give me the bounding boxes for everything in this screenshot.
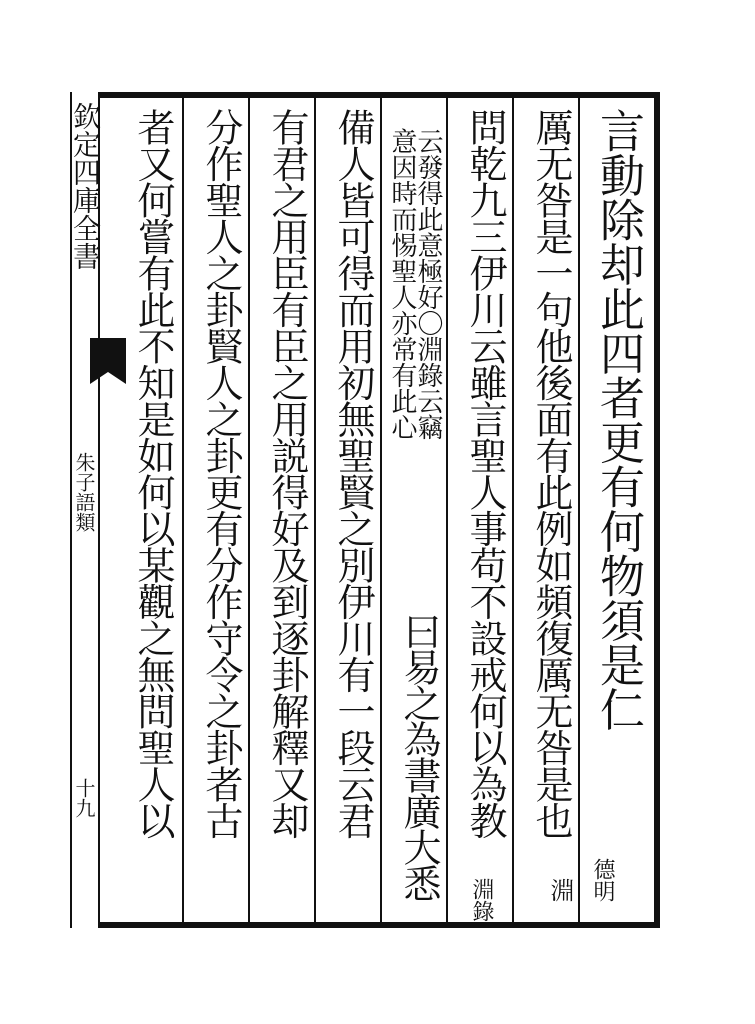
text-column-1-note: 德明 bbox=[590, 858, 615, 902]
text-column-1: 言動除却此四者更有何物須是仁 bbox=[592, 108, 645, 731]
text-column-2-note: 淵 bbox=[546, 878, 574, 902]
fish-tail-mark bbox=[90, 338, 126, 372]
text-column-3-note: 淵錄 bbox=[469, 878, 494, 922]
text-column-3: 問乾九三伊川云雖言聖人事苟不設戒何以為教 bbox=[463, 108, 507, 838]
margin-book-title: 欽定四庫全書 bbox=[69, 102, 102, 270]
text-column-6: 有君之用臣有臣之用説得好及到逐卦解釋又却 bbox=[265, 108, 309, 838]
column-rule bbox=[182, 98, 184, 922]
margin-section-title: 朱子語類 bbox=[72, 452, 96, 532]
text-column-4-main-tail: 曰易之為書廣大悉 bbox=[397, 612, 441, 900]
text-column-7: 分作聖人之卦賢人之卦更有分作守令之卦者古 bbox=[199, 108, 243, 838]
text-column-4-small-right: 云發得此意極好〇淵錄云竊 bbox=[413, 128, 443, 440]
text-column-8: 者又何嘗有此不知是如何以某觀之無問聖人以 bbox=[131, 108, 175, 838]
text-column-4-small-left: 意因時而惕聖人亦常有此心 bbox=[387, 128, 417, 440]
text-column-5: 備人皆可得而用初無聖賢之別伊川有一段云君 bbox=[331, 108, 375, 838]
text-column-2: 厲无咎是一句他後面有此例如頻復厲无咎是也 bbox=[529, 108, 573, 838]
margin-page-number: 十九 bbox=[72, 778, 96, 818]
